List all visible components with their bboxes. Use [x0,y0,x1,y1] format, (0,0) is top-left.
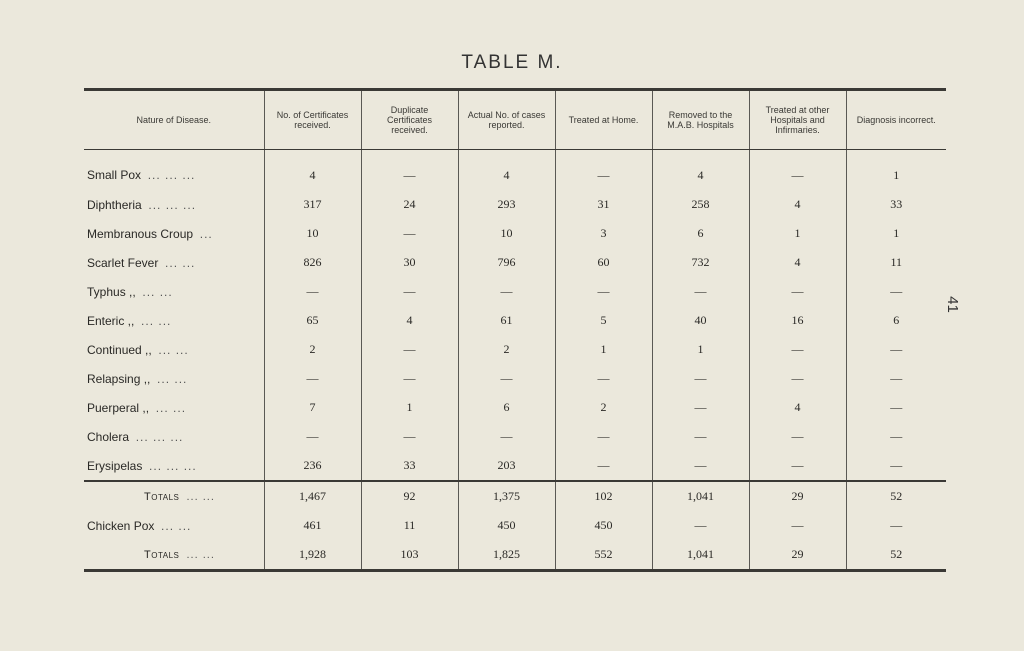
value-cell: 4 [749,190,846,219]
value-cell: 4 [749,393,846,422]
value-cell: — [264,277,361,306]
dot-leader: ... ... [142,284,173,299]
value-cell: — [749,150,846,191]
page-number: 41 [943,296,961,313]
col-header-home: Treated at Home. [555,90,652,150]
table-row [84,451,946,481]
dot-leader: ... ... [158,342,189,357]
value-cell: 40 [652,306,749,335]
disease-name: Chicken Pox [87,518,155,533]
value-cell: — [361,277,458,306]
col-header-actual: Actual No. of cases reported. [458,90,555,150]
value-cell: 6 [846,306,946,335]
dot-leader: ... ... [186,490,215,503]
value-cell: — [652,511,749,540]
value-cell: 11 [361,511,458,540]
value-cell: 236 [264,451,361,481]
disease-name: Small Pox [87,168,142,182]
value-cell: — [749,511,846,540]
value-cell: 1 [361,393,458,422]
value-cell: 1,467 [264,481,361,511]
value-cell: — [555,364,652,393]
disease-name-cell [84,481,264,511]
value-cell: — [361,335,458,364]
value-cell: 203 [458,451,555,481]
table-row [84,190,946,219]
value-cell: 1 [846,219,946,248]
value-cell: — [652,393,749,422]
dot-leader: ... [199,226,213,241]
disease-table [84,88,946,572]
dot-leader: ... ... [165,255,196,270]
value-cell: — [846,364,946,393]
disease-name-cell [84,248,264,277]
disease-name-cell [84,219,264,248]
table-row [84,335,946,364]
value-cell: 461 [264,511,361,540]
value-cell: 10 [458,219,555,248]
value-cell: 1 [749,219,846,248]
dot-leader: ... ... ... [148,197,197,212]
disease-name-cell [84,451,264,481]
value-cell: 60 [555,248,652,277]
value-cell: — [555,422,652,451]
disease-name-cell [84,277,264,306]
disease-name-cell [84,422,264,451]
value-cell: 7 [264,393,361,422]
value-cell: 293 [458,190,555,219]
disease-name: Continued ,, [87,342,152,357]
table-row [84,511,946,540]
value-cell: 4 [264,150,361,191]
value-cell: — [361,219,458,248]
value-cell: 31 [555,190,652,219]
col-header-disease: Nature of Disease. [84,90,264,150]
value-cell: — [555,150,652,191]
value-cell: 33 [846,190,946,219]
value-cell: 6 [652,219,749,248]
value-cell: — [846,422,946,451]
disease-name-cell [84,190,264,219]
disease-name: Cholera [87,429,130,444]
value-cell: 92 [361,481,458,511]
value-cell: — [361,150,458,191]
value-cell: — [361,422,458,451]
disease-name-cell [84,511,264,540]
value-cell: — [652,451,749,481]
value-cell: 4 [361,306,458,335]
value-cell: — [749,422,846,451]
value-cell: 6 [458,393,555,422]
value-cell: — [846,511,946,540]
disease-name: Typhus ,, [87,284,136,299]
value-cell: 16 [749,306,846,335]
table-row [84,540,946,571]
value-cell: — [361,364,458,393]
value-cell: 4 [652,150,749,191]
dot-leader: ... ... [161,518,192,533]
disease-name-cell [84,150,264,191]
value-cell: — [458,364,555,393]
value-cell: 450 [458,511,555,540]
value-cell: — [555,277,652,306]
value-cell: 103 [361,540,458,571]
value-cell: 1,825 [458,540,555,571]
table-row [84,219,946,248]
disease-name-cell [84,335,264,364]
value-cell: 1 [652,335,749,364]
disease-name: Relapsing ,, [87,371,151,386]
table-row [84,364,946,393]
col-header-certificates: No. of Certificates received. [264,90,361,150]
dot-leader: ... ... [155,400,187,415]
disease-name: Puerperal ,, [87,400,150,415]
value-cell: 4 [458,150,555,191]
table-row [84,393,946,422]
value-cell: 10 [264,219,361,248]
table-row [84,481,946,511]
value-cell: 317 [264,190,361,219]
value-cell: 450 [555,511,652,540]
disease-name: Scarlet Fever [87,255,159,270]
col-header-duplicates: Duplicate Certificates received. [361,90,458,150]
value-cell: 2 [264,335,361,364]
value-cell: 65 [264,306,361,335]
value-cell: 52 [846,540,946,571]
value-cell: — [749,335,846,364]
value-cell: — [652,364,749,393]
value-cell: — [652,277,749,306]
value-cell: — [264,364,361,393]
value-cell: — [264,422,361,451]
value-cell: 5 [555,306,652,335]
value-cell: 4 [749,248,846,277]
value-cell: 11 [846,248,946,277]
value-cell: — [749,364,846,393]
value-cell: — [846,277,946,306]
disease-name: Enteric ,, [87,313,135,328]
value-cell: 796 [458,248,555,277]
disease-name-cell [84,540,264,571]
value-cell: 1,928 [264,540,361,571]
disease-name-cell [84,393,264,422]
dot-leader: ... ... [157,371,188,386]
value-cell: 24 [361,190,458,219]
value-cell: 3 [555,219,652,248]
value-cell: 1 [846,150,946,191]
col-header-diagnosis: Diagnosis incorrect. [846,90,946,150]
dot-leader: ... ... [186,548,215,561]
value-cell: — [846,335,946,364]
value-cell: 1,375 [458,481,555,511]
col-header-other-hospitals: Treated at other Hospitals and Infirmaries. [749,90,846,150]
disease-name: Totals [144,548,180,561]
table-row [84,422,946,451]
disease-name: Membranous Croup [87,226,194,241]
table-title: TABLE M. [461,52,563,73]
disease-name-cell [84,364,264,393]
table-row [84,306,946,335]
value-cell: 29 [749,540,846,571]
value-cell: 826 [264,248,361,277]
value-cell: 2 [555,393,652,422]
value-cell: 61 [458,306,555,335]
value-cell: 1,041 [652,481,749,511]
value-cell: 102 [555,481,652,511]
value-cell: 29 [749,481,846,511]
value-cell: — [749,277,846,306]
disease-name: Totals [144,490,180,503]
dot-leader: ... ... [141,313,172,328]
value-cell: — [458,277,555,306]
value-cell: 732 [652,248,749,277]
dot-leader: ... ... ... [147,168,196,182]
disease-name-cell [84,306,264,335]
disease-name: Erysipelas [87,458,143,473]
table-row [84,277,946,306]
value-cell: 2 [458,335,555,364]
value-cell: 30 [361,248,458,277]
value-cell: — [652,422,749,451]
value-cell: — [846,451,946,481]
header-row [84,90,946,150]
value-cell: 552 [555,540,652,571]
table-row [84,150,946,191]
value-cell: 52 [846,481,946,511]
value-cell: 258 [652,190,749,219]
dot-leader: ... ... ... [149,458,197,473]
value-cell: 1,041 [652,540,749,571]
value-cell: 33 [361,451,458,481]
dot-leader: ... ... ... [135,429,184,444]
value-cell: — [555,451,652,481]
value-cell: — [458,422,555,451]
value-cell: — [749,451,846,481]
table-row [84,248,946,277]
disease-name: Diphtheria [87,197,142,212]
value-cell: 1 [555,335,652,364]
col-header-mab: Removed to the M.A.B. Hospitals [652,90,749,150]
value-cell: — [846,393,946,422]
